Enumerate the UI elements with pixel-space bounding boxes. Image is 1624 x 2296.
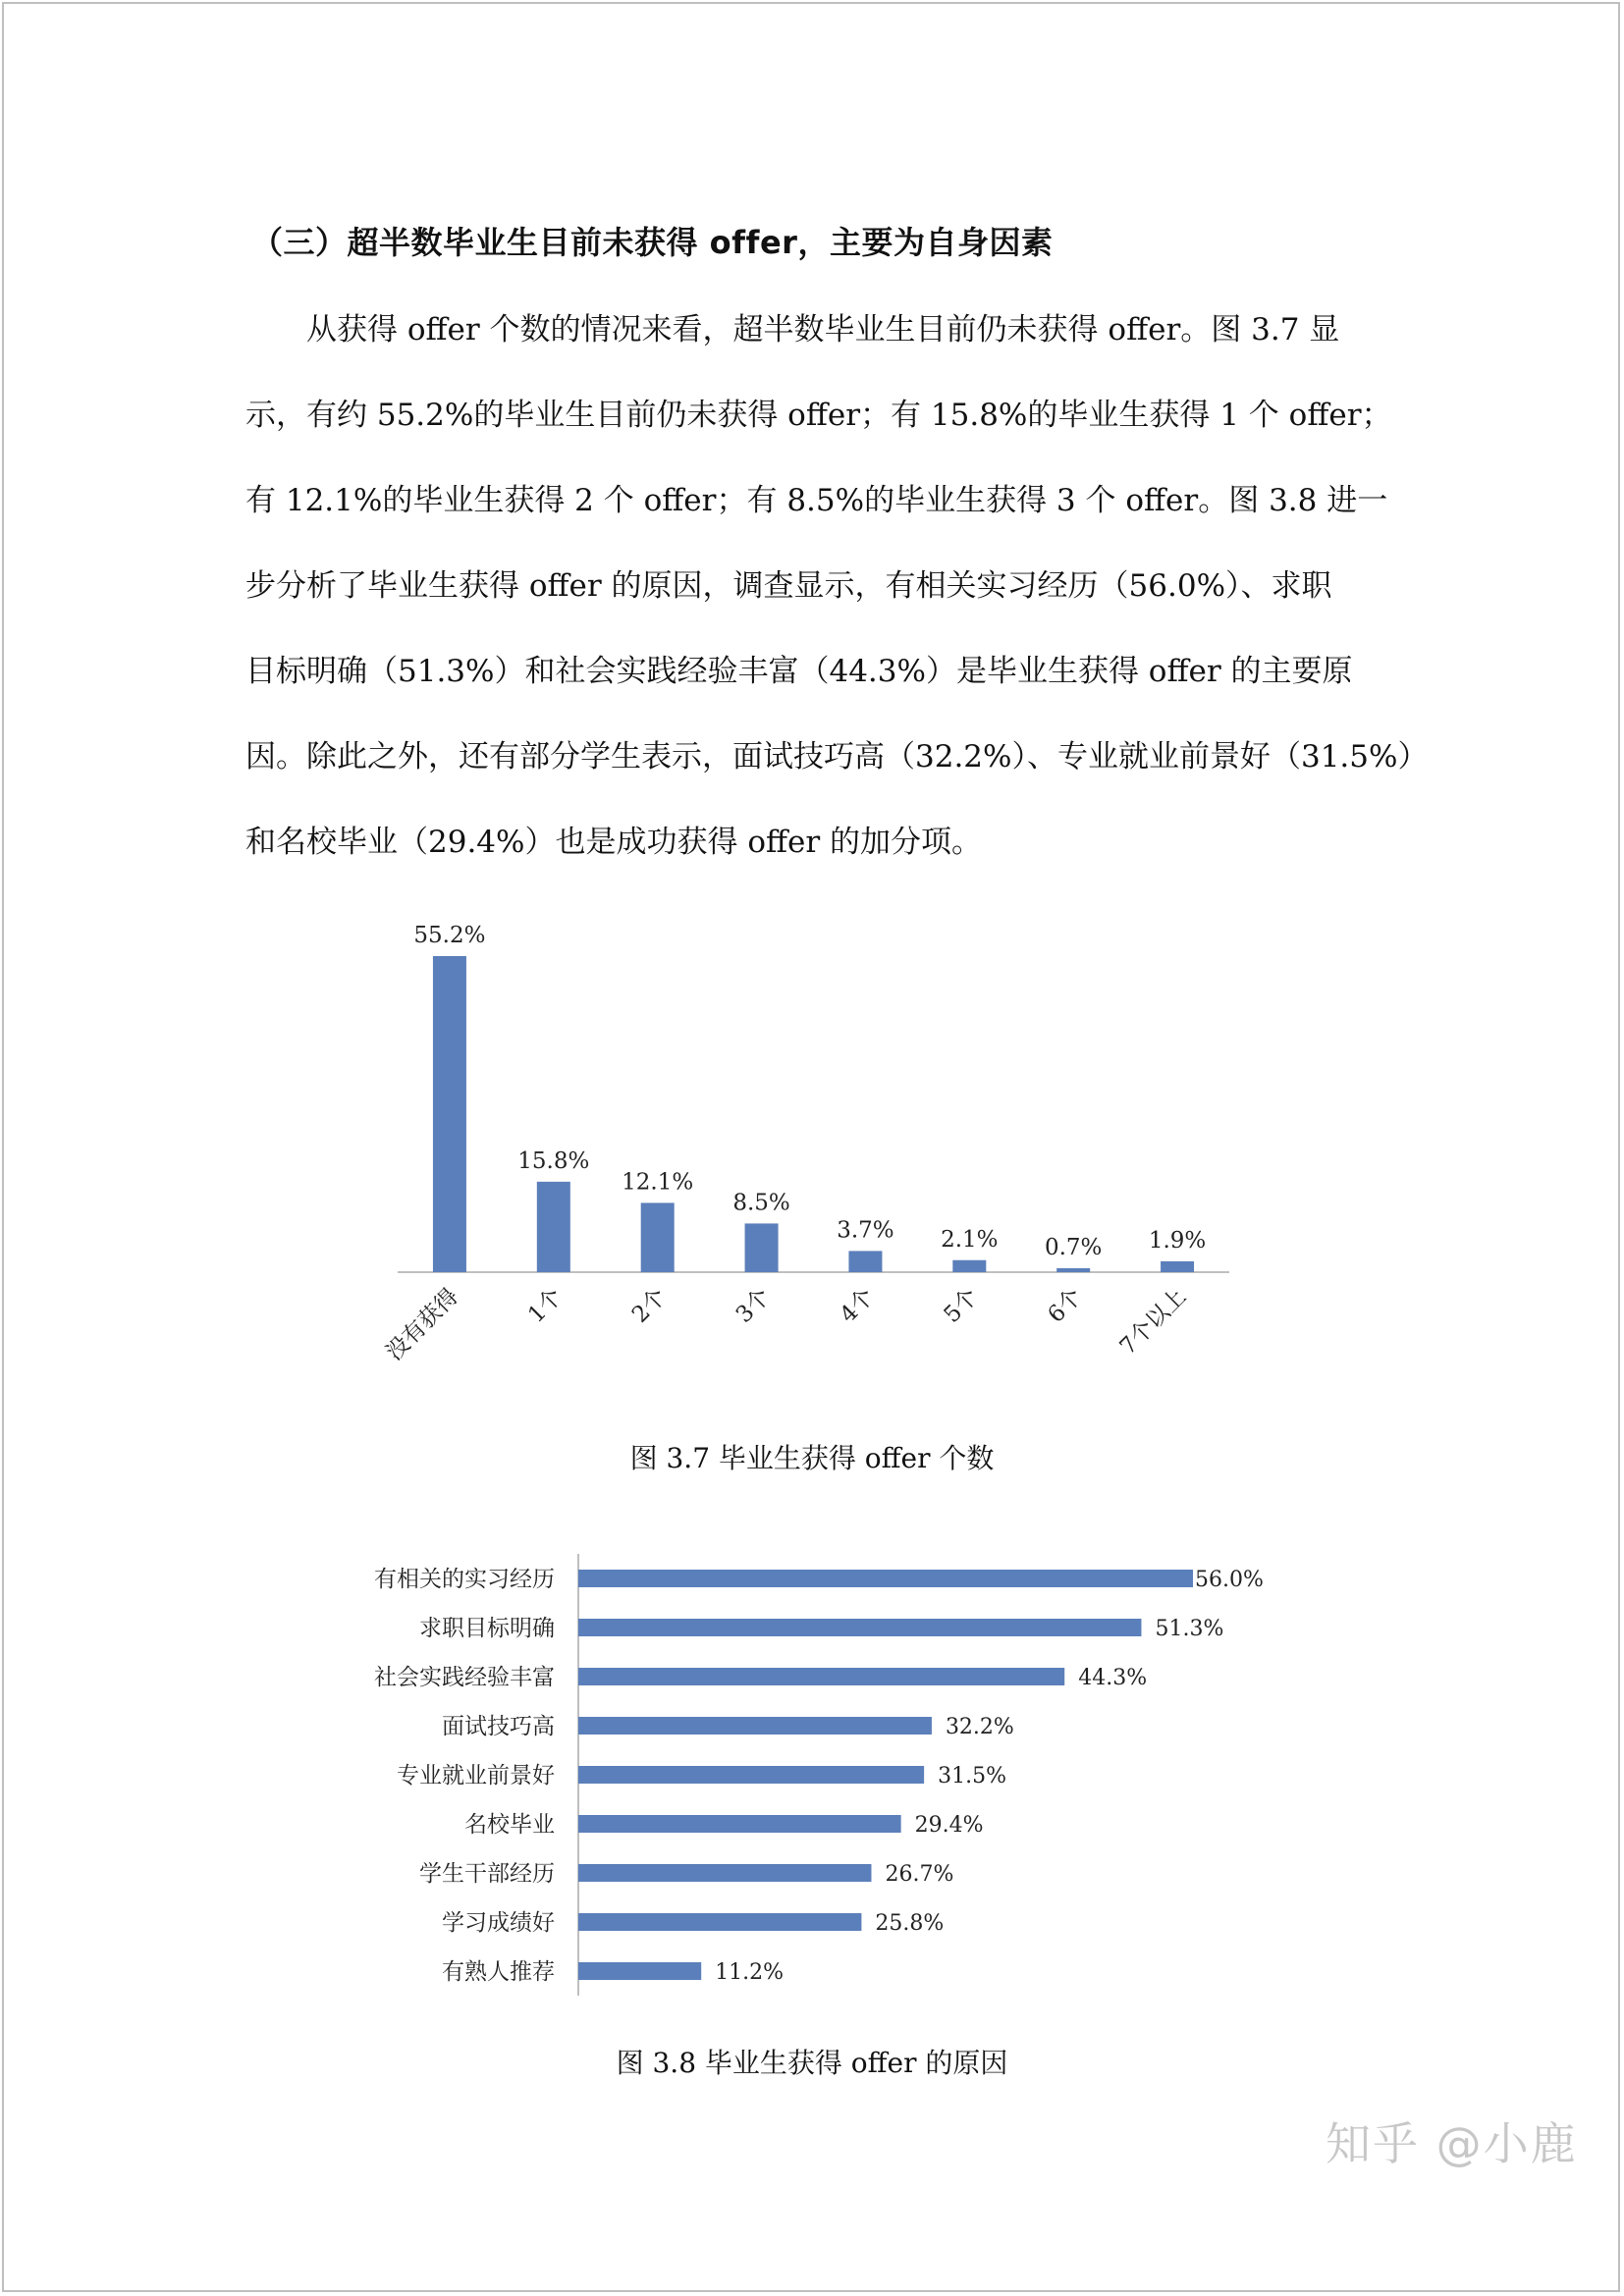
data-label: 51.3% — [1155, 1617, 1224, 1641]
paragraph-line: 和名校毕业（29.4%）也是成功获得 offer 的加分项。 — [245, 825, 983, 860]
data-label: 2.1% — [941, 1226, 999, 1253]
x-tick-label: 1个 — [523, 1283, 568, 1328]
x-tick-label: 没有获得 — [381, 1283, 464, 1366]
data-label: 11.2% — [715, 1960, 785, 1985]
y-tick-label: 专业就业前景好 — [397, 1763, 555, 1789]
paragraph-line: 目标明确（51.3%）和社会实践经验丰富（44.3%）是毕业生获得 offer 的主要原 — [245, 654, 1353, 689]
y-tick-label: 学习成绩好 — [442, 1910, 555, 1936]
bar-面试技巧高 — [578, 1717, 932, 1735]
bar-名校毕业 — [578, 1815, 901, 1833]
paragraph-line: 示，有约 55.2%的毕业生目前仍未获得 offer；有 15.8%的毕业生获得 1 个 offer； — [245, 398, 1392, 433]
paragraph-line: 有 12.1%的毕业生获得 2 个 offer；有 8.5%的毕业生获得 3 个 offer。图 3.8 进一 — [245, 483, 1388, 518]
data-label: 44.3% — [1078, 1666, 1148, 1690]
data-label: 0.7% — [1044, 1234, 1103, 1260]
data-label: 15.8% — [517, 1148, 590, 1174]
data-label: 29.4% — [914, 1813, 984, 1838]
x-tick-label: 2个 — [626, 1283, 672, 1328]
x-tick-label: 6个 — [1043, 1283, 1088, 1328]
bar-有熟人推荐 — [578, 1962, 701, 1980]
data-label: 12.1% — [622, 1169, 694, 1196]
bar-专业就业前景好 — [578, 1766, 924, 1784]
watermark: 知乎 @小鹿 — [1326, 2117, 1578, 2170]
paragraph-line: 步分析了毕业生获得 offer 的原因，调查显示，有相关实习经历（56.0%）、求职 — [245, 568, 1332, 604]
data-label: 3.7% — [837, 1217, 894, 1244]
y-tick-label: 有熟人推荐 — [442, 1959, 555, 1985]
paragraph-line: 从获得 offer 个数的情况来看，超半数毕业生目前仍未获得 offer。图 3.7 显 — [245, 312, 1340, 347]
paragraph-line: 因。除此之外，还有部分学生表示，面试技巧高（32.2%）、专业就业前景好（31.5%） — [245, 739, 1429, 774]
figure-3-8-caption: 图 3.8 毕业生获得 offer 的原因 — [616, 2047, 1008, 2079]
data-label: 55.2% — [413, 923, 486, 948]
data-label: 25.8% — [875, 1911, 945, 1936]
y-tick-label: 学生干部经历 — [419, 1861, 555, 1887]
y-tick-label: 有相关的实习经历 — [374, 1567, 555, 1592]
x-tick-label: 5个 — [939, 1283, 984, 1328]
y-tick-label: 社会实践经验丰富 — [374, 1665, 555, 1690]
bar-有相关的实习经历 — [578, 1570, 1193, 1587]
y-tick-label: 求职目标明确 — [419, 1616, 555, 1641]
y-tick-label: 面试技巧高 — [442, 1714, 555, 1739]
section-heading: （三）超半数毕业生目前未获得 offer，主要为自身因素 — [251, 224, 1054, 261]
bar-学习成绩好 — [578, 1913, 861, 1931]
y-tick-label: 名校毕业 — [464, 1812, 555, 1838]
data-label: 8.5% — [732, 1190, 790, 1216]
figure-3-7-caption: 图 3.7 毕业生获得 offer 个数 — [629, 1442, 995, 1474]
x-tick-label: 7个以上 — [1114, 1283, 1192, 1361]
bar-学生干部经历 — [578, 1864, 871, 1882]
data-label: 31.5% — [938, 1764, 1007, 1789]
x-tick-label: 3个 — [731, 1283, 776, 1328]
bar-社会实践经验丰富 — [578, 1668, 1064, 1685]
data-label: 32.2% — [945, 1715, 1014, 1739]
x-tick-label: 4个 — [835, 1283, 880, 1328]
data-label: 56.0% — [1195, 1568, 1264, 1592]
bar-求职目标明确 — [578, 1619, 1141, 1636]
data-label: 26.7% — [885, 1862, 954, 1887]
data-label: 1.9% — [1148, 1227, 1207, 1254]
